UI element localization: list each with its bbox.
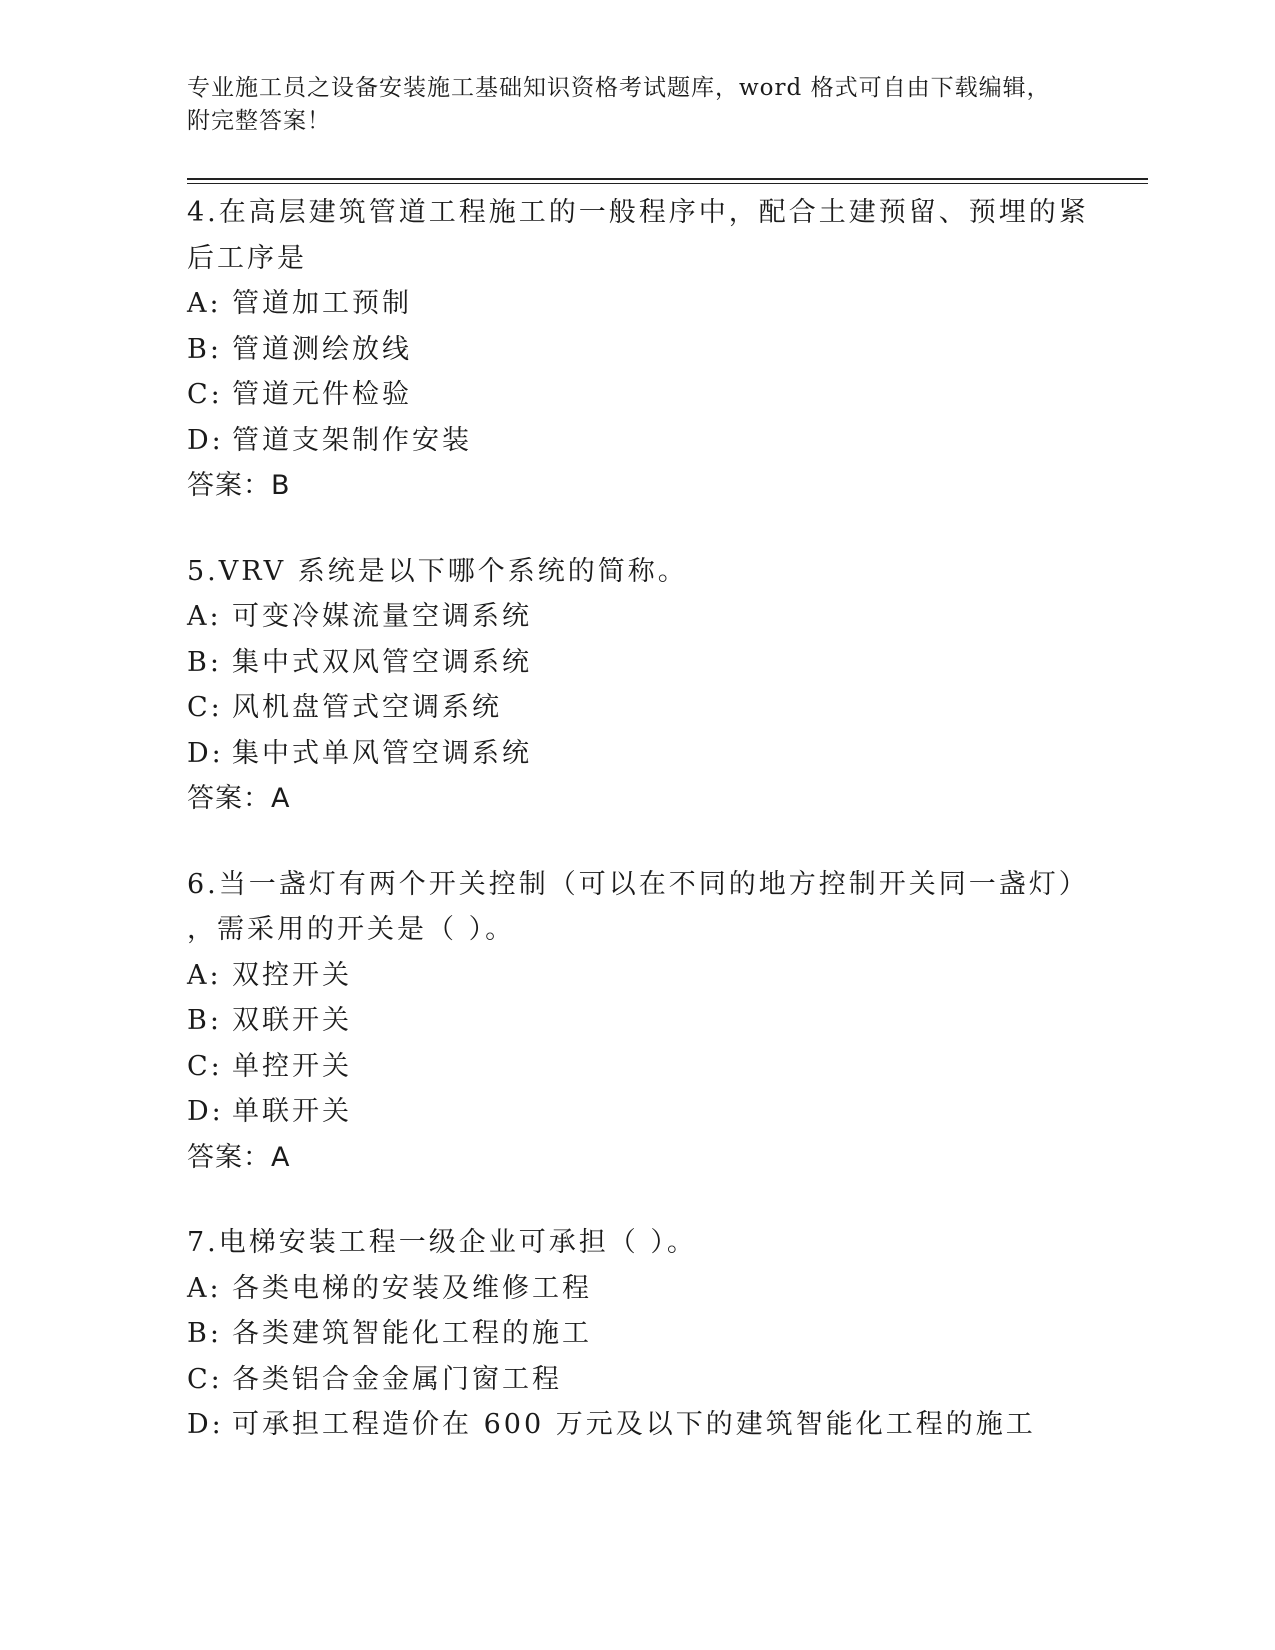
option-text: 双控开关 [232, 959, 352, 991]
option-text: 管道测绘放线 [232, 333, 412, 365]
option-b [187, 640, 1087, 686]
option-key: A: [187, 601, 222, 632]
question-7 [187, 1220, 1087, 1448]
option-key: B: [187, 646, 222, 678]
question-list [187, 190, 1087, 1488]
question-4 [187, 190, 1087, 509]
option-key: B: [187, 333, 222, 365]
option-b [187, 327, 1087, 373]
document-header [187, 72, 1067, 138]
question-5 [187, 549, 1087, 822]
option-text: 各类电梯的安装及维修工程 [232, 1272, 592, 1304]
header-line: 附完整答案！ [187, 108, 331, 134]
option-b [187, 1311, 1087, 1357]
option-c [187, 1357, 1087, 1403]
option-text: 集中式单风管空调系统 [232, 737, 532, 769]
option-key: D: [187, 424, 224, 456]
header-divider-thin [187, 183, 1148, 184]
option-a [187, 281, 1087, 327]
option-text: 管道支架制作安装 [232, 424, 472, 456]
question-text: ，需采用的开关是（ ）。 [187, 914, 516, 945]
option-key: D: [187, 1096, 224, 1127]
option-key: A: [187, 288, 222, 319]
option-d [187, 1089, 1087, 1135]
option-text: 集中式双风管空调系统 [232, 646, 532, 678]
answer-line: 答案：B [187, 470, 291, 501]
option-a [187, 594, 1087, 640]
option-text: 双联开关 [232, 1005, 352, 1036]
option-b [187, 998, 1087, 1044]
option-c [187, 1044, 1087, 1090]
option-key: A: [187, 959, 222, 991]
option-d [187, 418, 1087, 464]
option-a [187, 953, 1087, 999]
option-text: 单控开关 [232, 1050, 352, 1082]
option-key: D: [187, 737, 224, 769]
answer-line: 答案：A [187, 783, 291, 814]
option-text: 各类建筑智能化工程的施工 [232, 1318, 592, 1349]
header-divider-thick [187, 178, 1148, 180]
answer-line: 答案：A [187, 1141, 291, 1173]
question-6 [187, 862, 1087, 1181]
option-a [187, 1266, 1087, 1312]
question-text: 7.电梯安装工程一级企业可承担（ ）。 [187, 1227, 697, 1258]
question-text: 5.VRV 系统是以下哪个系统的简称。 [187, 555, 688, 587]
option-text: 管道元件检验 [232, 379, 412, 410]
option-text: 可变冷媒流量空调系统 [232, 601, 532, 632]
option-text: 各类铝合金金属门窗工程 [232, 1363, 562, 1395]
option-text: 单联开关 [232, 1096, 352, 1127]
option-c [187, 685, 1087, 731]
option-text: 风机盘管式空调系统 [232, 692, 502, 723]
option-text: 可承担工程造价在 600 万元及以下的建筑智能化工程的施工 [232, 1409, 1036, 1440]
question-text: 后工序是 [187, 242, 307, 274]
option-key: A: [187, 1272, 222, 1304]
option-d [187, 1402, 1087, 1448]
option-key: C: [187, 1050, 223, 1082]
option-key: C: [187, 379, 223, 410]
option-d [187, 731, 1087, 777]
option-key: C: [187, 692, 223, 723]
option-key: C: [187, 1363, 223, 1395]
option-key: B: [187, 1005, 222, 1036]
question-text: 6.当一盏灯有两个开关控制（可以在不同的地方控制开关同一盏灯） [187, 868, 1089, 900]
option-text: 管道加工预制 [232, 288, 412, 319]
option-key: B: [187, 1318, 222, 1349]
option-c [187, 372, 1087, 418]
option-key: D: [187, 1409, 224, 1440]
header-line: 专业施工员之设备安装施工基础知识资格考试题库，word 格式可自由下载编辑， [187, 75, 1051, 101]
question-text: 4.在高层建筑管道工程施工的一般程序中，配合土建预留、预埋的紧 [187, 197, 1089, 228]
